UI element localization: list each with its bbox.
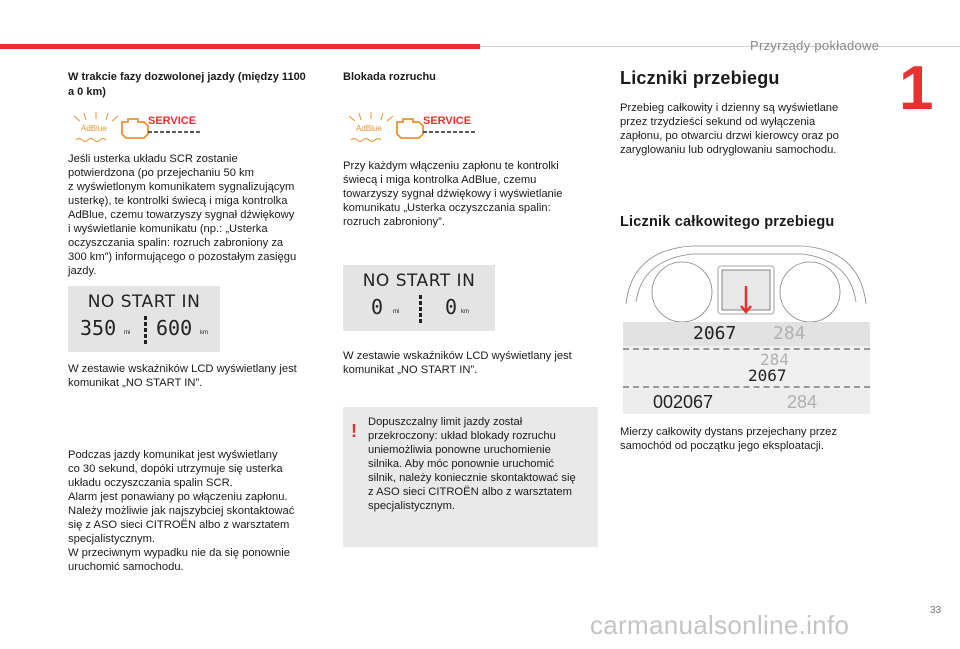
odometers-title: Liczniki przebiegu (620, 68, 780, 88)
total-odometer-caption: Mierzy całkowity dystans przejechany przez samochód od początku jego eksploatacji. (620, 426, 837, 452)
lcd-display-1 (68, 286, 220, 352)
trip-distance: 284 (760, 350, 789, 369)
col1-heading: W trakcie fazy dozwolonej jazdy (między 1100 a 0 km) (68, 71, 306, 98)
header-accent-bar (0, 44, 480, 49)
total-distance: 002067 (653, 392, 714, 412)
lcd-left-unit: mi (393, 309, 400, 315)
header-rule (480, 46, 960, 47)
adblue-service-icons (66, 110, 206, 146)
display-variant-2 (623, 348, 870, 388)
lcd-left-value: 350 (80, 316, 117, 340)
trip-distance: 284 (787, 392, 818, 412)
col2-heading: Blokada rozruchu (343, 71, 436, 83)
engine-icon (122, 119, 148, 138)
lcd-right-unit: km (200, 330, 208, 336)
page-number: 33 (930, 605, 942, 616)
lcd-separator (419, 295, 422, 325)
lcd-title: NO START IN (362, 271, 476, 291)
lcd-left-value: 0 (371, 295, 384, 319)
odometer-displays (623, 322, 870, 414)
section-title: Przyrządy pokładowe (750, 38, 880, 53)
col1-paragraph-3: Podczas jazdy komunikat jest wyświetlany co 30 sekund, dopóki utrzymuje się usterka układu oczyszczania spalin SCR. Alarm jest ponawiany po włączeniu zapłonu. Należy możliwie jak najszybciej skontaktować się z ASO sieci CITROËN albo z warsztatem specjalistycznym. W przeciwnym wypadku nie da się ponownie uruchomić samochodu. (68, 449, 295, 573)
col1-paragraph-2: W zestawie wskaźników LCD wyświetlany jest komunikat „NO START IN”. (68, 363, 297, 389)
exclamation-icon: ! (351, 421, 357, 441)
watermark: carmanualsonline.info (590, 610, 850, 640)
odometers-intro: Przebieg całkowity i dzienny są wyświetlane przez trzydzieści sekund od wyłączenia zapłonu, po otwarciu drzwi kierowcy oraz po zaryglowaniu lub odryglowaniu samochodu. (620, 102, 839, 156)
lcd-right-unit: km (461, 309, 469, 315)
col2-paragraph-2: W zestawie wskaźników LCD wyświetlany jest komunikat „NO START IN”. (343, 350, 572, 376)
total-distance: 2067 (748, 366, 787, 385)
col2-paragraph-1: Przy każdym włączeniu zapłonu te kontrolki świecą i miga kontrolka AdBlue, czemu towarzyszy sygnał dźwiękowy i wyświetlanie komunikatu „Usterka oczyszczania spalin: rozruch zabroniony”. (343, 160, 563, 228)
lcd-left-unit: mi (124, 330, 131, 336)
adblue-label: AdBlue (356, 124, 382, 133)
lcd-right-value: 600 (156, 316, 193, 340)
total-distance: 2067 (693, 323, 737, 344)
engine-icon (397, 119, 423, 138)
display-variant-3 (623, 390, 870, 414)
adblue-service-icons (341, 110, 481, 146)
service-label: SERVICE (423, 115, 472, 127)
warning-lamps-2 (341, 110, 481, 146)
lcd-display-2 (343, 265, 495, 331)
lcd-title: NO START IN (87, 292, 201, 312)
warning-lamps-1 (66, 110, 206, 146)
display-variant-1 (623, 322, 870, 346)
chapter-number: 1 (899, 54, 934, 123)
col1-paragraph-1: Jeśli usterka układu SCR zostanie potwierdzona (po przejechaniu 50 km z wyświetlonym komunikatem sygnalizującym usterkę), te kontrolki świecą i miga kontrolka AdBlue, czemu towarzyszy sygnał dźwiękowy i wyświetlanie komunikatu (np.: „Usterka oczyszczania spalin: rozruch zabroniony za 300 km”) informującego o pozostałym zasięgu jazdy. (68, 153, 297, 277)
lcd-separator (144, 316, 147, 346)
warning-box (343, 407, 598, 547)
adblue-label: AdBlue (81, 124, 107, 133)
service-label: SERVICE (148, 115, 197, 127)
trip-distance: 284 (773, 323, 806, 344)
warning-text: Dopuszczalny limit jazdy został przekroczony: układ blokady rozruchu uniemożliwia ponowne uruchomienie silnika. Aby móc ponownie uruchomić silnik, należy koniecznie skontaktować się z ASO sieci CITROËN albo z warsztatem specjalistycznym. (368, 416, 576, 512)
total-odometer-subtitle: Licznik całkowitego przebiegu (620, 214, 835, 230)
lcd-right-value: 0 (445, 295, 458, 319)
